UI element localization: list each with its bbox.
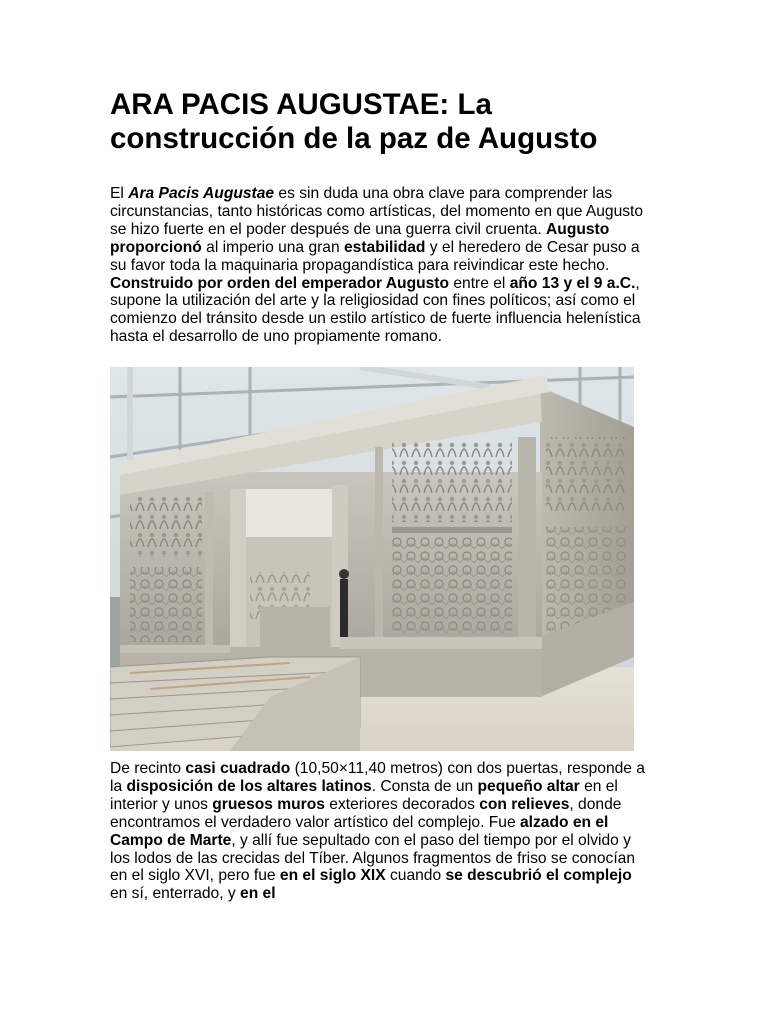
ara-pacis-photo [110, 367, 634, 751]
emphasis-run: se descubrió el complejo [445, 867, 632, 885]
text-run: y el heredero de Cesar puso a su favor toda la maquinaria propagandística para reivindicar este hecho. [110, 238, 640, 274]
emphasis-run: casi cuadrado [185, 760, 291, 777]
text-run: exteriores decorados [324, 795, 480, 813]
text-run: (10,50×11,40 metros) con dos puertas, responde a la [110, 760, 645, 795]
emphasis-run: Construido por orden del emperador Augusto [110, 274, 450, 292]
text-run: es sin duda una obra clave para comprender las circunstancias, tanto históricas como artísticas, del momento en que Augusto se hizo fuerte en el poder después de una guerra civil cruenta. [110, 185, 644, 238]
text-run: cuando [385, 867, 446, 885]
emphasis-run: pequeño altar [477, 777, 580, 795]
text-run: De recinto [110, 760, 186, 777]
text-run: . Consta de un [371, 777, 478, 795]
intro-paragraph [110, 185, 645, 346]
text-run: en sí, enterrado, y [110, 885, 241, 903]
text-run: al imperio una gran [201, 238, 344, 256]
emphasis-run: Augusto proporcionó [110, 220, 610, 256]
text-run: entre el [449, 274, 510, 292]
text-run: , y allí fue sepultado con el paso del tiempo por el olvido y los lodos de las crecidas del Tíber. Algunos fragmentos de friso se conocían en el siglo XVI, pero fue [110, 831, 636, 885]
emphasis-run: gruesos muros [212, 795, 325, 813]
description-paragraph [110, 760, 645, 903]
emphasis-run: en el [240, 885, 276, 903]
emphasis-run: estabilidad [343, 238, 426, 256]
emphasis-run: Ara Pacis Augustae [128, 185, 275, 202]
text-run: , donde encontramos el verdadero valor artístico del complejo. Fue [110, 795, 622, 831]
text-run: El [110, 185, 129, 202]
emphasis-run: con relieves [479, 795, 570, 813]
document-title: ARA PACIS AUGUSTAE: La construcción de la paz de Augusto [110, 88, 598, 155]
emphasis-run: alzado en el Campo de Marte [110, 813, 609, 849]
text-run: , supone la utilización del arte y la religiosidad con fines políticos; así como el comienzo del tránsito desde un estilo artístico de fuerte influencia helenística hasta el desarrollo de uno propiamente romano. [110, 274, 641, 346]
text-run: en el interior y unos [110, 777, 618, 813]
emphasis-run: en el siglo XIX [279, 867, 386, 885]
emphasis-run: año 13 y el 9 a.C. [509, 274, 636, 292]
emphasis-run: disposición de los altares latinos [126, 777, 372, 795]
